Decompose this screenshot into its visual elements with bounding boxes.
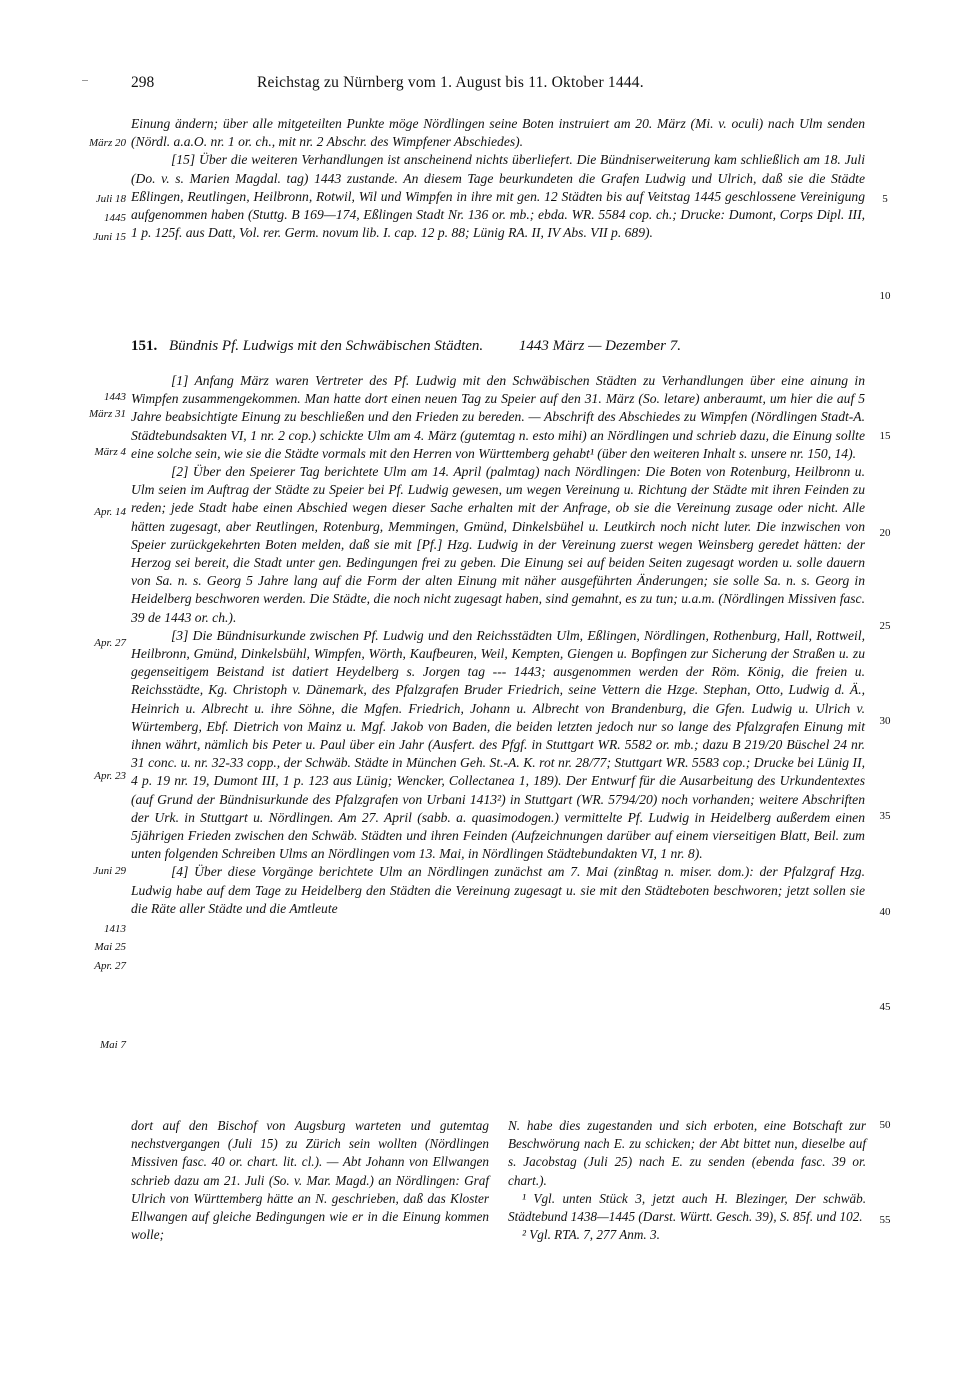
margin-note: 1413 [104, 923, 126, 935]
line-number: 35 [879, 810, 891, 822]
margin-note: Apr. 23 [94, 770, 126, 782]
margin-note: 1445 [104, 212, 126, 224]
top-text-block [131, 115, 865, 242]
paragraph-3: [3] Die Bündnisurkunde zwischen Pf. Ludwig und den Reichsstädten Ulm, Eßlingen, Nördlingen, Rothenburg, Hall, Rottweil, Heilbronn, Gmünd, Dinkelsbühl, Wimpfen, Wörth, Kaufbeuren, Weil, Kempten, Giengen u. Bopfingen zur Sicherung der Straßen u. zu gegenseitigem Beistand ist datiert Heydelberg s. Jorgen tag --- 1443; ausgenommen werden der Röm. König, die freien u. Reichsstädte, Kg. Christoph v. Dänemark, des Pfalzgrafen Bruder Friedrich, seine Vettern die Hzge. Stephan, Otto, Ludwig d. Ä., Heinrich u. Albrecht u. ihre Söhne, die Mgfen. Friedrich, Johann u. Albrecht von Brandenburg, die Gfen. Ludwig u. Ulrich v. Würtemberg, Ebf. Dietrich von Mainz u. Mgf. Jakob von Baden, die beiden letzten jedoch nur so lange des Pfalzgrafen Einung mit ihnen währt, nämlich bis Peter u. Paul über ein Jahr (Ausfert. des Pfgf. in Stuttgart WR. 5582 or. mb.; dazu B 219/20 Büschel 24 nr. 31 conc. u. nr. 32-33 copp., der Schwäb. Städte in München Geh. St.-A. K. rot nr. 28/77; Stuttgart WR. 5583 cop.; Drucke bei Lünig II, 4 p. 19 nr. 19, Dumont III, 1 p. 123 aus Lünig; Wencker, Collectanea 1, 189). Der Entwurf für die Ausarbeitung des Urkundentextes (auf Grund der Bündnisurkunde des Pfalzgrafen von Urbani 1413²) in Stuttgart (WR. 5794/20) noch vorhanden; weitere Abschriften der Urk. in Stuttgart u. Nördlingen. Am 27. April (sabb. a. quasimodogen.) vermittelte Pf. Ludwig in Heidelberg außerdem einen 5jährigen Frieden zwischen den Schwäb. Städten und ihren Feinden (Aufzeichnungen darüber auf einem vierseitigen Blatt, Beil. zum unten folgenden Schreiben Ulms an Nördlingen vom 13. Mai, in Nördlingen Städtebundakten VI, 1 nr. 8). [131, 627, 865, 862]
paragraph-15: [15] Über die weiteren Verhandlungen ist anscheinend nichts überliefert. Die Bündniserweiterung kam schließlich am 18. Juli (Do. v. s. Marien Magdal. tag) 1443 zustande. An diesem Tage beurkundeten die Grafen Ludwig und Ulrich, daß sie die Städte Eßlingen, Reutlingen, Heilbronn, Rotwil, Wil und Wimpfen in ihre mit gen. 12 Städten bis auf Veitstag 1445 geschlossene Vereinigung aufgenommen haben (Stuttg. B 169—174, Eßlingen Stadt Nr. 136 or. mb.; ebda. WR. 5584 cop. ch.; Drucke: Dumont, Corps Dipl. III, 1 p. 125f. aus Datt, Vol. rer. Germ. novum lib. I. cap. 12 p. 88; Lünig RA. II, IV Abs. VII p. 689). [131, 152, 865, 241]
paragraph-1: [1] Anfang März waren Vertreter des Pf. Ludwig mit den Schwäbischen Städten zu Verhandlungen über eine ainung in Wimpfen zusammengekommen. Man hatte dort einen neuen Tag zu Speier auf den 31. März (So. letare) anberaumt, um hier die auf 5 Jahre beabsichtigte Einung zu beschließen und den Frieden zu bereden. — Abschrift des Abschiedes zu Wimpfen (Nördlingen Stadt-A. Städtebundsakten VI, 1 nr. 2 cop.) schickte Ulm am 4. März (gutemtag n. esto mihi) an Nördlingen und schrieb dazu, die Einung sollte eine solche sein, wie sie die Städte vormals mit den Herren von Württemberg gehabt¹ (über den weiteren Inhalt s. unsere nr. 150, 14). [131, 373, 865, 461]
right-column-text: N. habe dies zugestanden und sich erboten, eine Botschaft zur Beschwörung nach E. zu schicken; der Abt bittet nun, dieselbe auf s. Jacobstag (Juli 25) nach E. zu senden (ebenda fasc. 39 or. chart.). [508, 1118, 866, 1188]
page-number: 298 [131, 74, 155, 91]
line-number: 55 [879, 1214, 891, 1226]
margin-note: Mai 25 [94, 941, 126, 953]
line-number: 50 [879, 1119, 891, 1131]
margin-note: Juli 18 [95, 193, 126, 205]
margin-note: Juni 29 [93, 865, 126, 877]
line-number: 45 [879, 1001, 891, 1013]
footnote-1: ¹ Vgl. unten Stück 3, jetzt auch H. Blezinger, Der schwäb. Städtebund 1438—1445 (Darst. Württ. Gesch. 39), S. 85f. und 102. [508, 1190, 866, 1225]
line-number: 15 [879, 430, 891, 442]
header-mark [82, 80, 88, 81]
left-column-text: dort auf den Bischof von Augsburg warteten und gutemtag nechstvergangen (Juli 15) zu Zürich sein wollten (Nördlingen Missiven fasc. 40 or. chart. lit. cl.). — Abt Johann von Ellwangen schrieb dazu am 21. Juli (So. v. Mar. Magd.) an Nördlingen: Graf Ulrich von Württemberg hätte an N. geschrieben, daß das Kloster Ellwangen auf gleiche Bedingungen wie er in die Einung kommen wolle; [131, 1118, 489, 1243]
running-title: Reichstag zu Nürnberg vom 1. August bis 11. Oktober 1444. [257, 74, 644, 91]
main-text-block [131, 372, 865, 918]
line-number: 5 [882, 193, 888, 205]
margin-note: Apr. 27 [94, 637, 126, 649]
paragraph-continuation: Einung ändern; über alle mitgeteilten Punkte möge Nördlingen seine Boten instruiert am 20. März (Mi. v. oculi) nach Ulm senden (Nördl. a.a.O. nr. 1 or. ch., mit nr. 2 Abschr. des Wimpfener Abschiedes). [131, 116, 865, 150]
line-number: 10 [879, 290, 891, 302]
margin-note: März 20 [89, 137, 126, 149]
margin-note: Apr. 14 [94, 506, 126, 518]
margin-note: März 4 [94, 446, 126, 458]
margin-note: März 31 [89, 408, 126, 420]
right-column [508, 1117, 866, 1244]
line-number: 25 [879, 620, 891, 632]
line-number: 30 [879, 715, 891, 727]
line-number: 20 [879, 527, 891, 539]
footnote-2: ² Vgl. RTA. 7, 277 Anm. 3. [522, 1227, 660, 1243]
paragraph-2: [2] Über den Speierer Tag berichtete Ulm am 14. April (palmtag) nach Nördlingen: Die Boten von Rotenburg, Heilbronn u. Ulm seien im Auftrag der Städte zu Speier bei Pf. Ludwig gewesen, um wegen Vereinung u. Richtung der Städte mit ihren Feinden zu reden; jede Stadt habe einen Abschied wegen dieser Sache erhalten mit der Anfrage, ob sie die Vereinung zusage oder nicht. Alle hätten zugesagt, aber Reutlingen, Rotenburg, Memmingen, Gmünd, Dinkelsbühel u. Leutkirch noch nicht luter. Die inzwischen von Speier zurückgekehrten Boten melden, daß sie mit [Pf.] Hzg. Ludwig in der Vereinung zuerst wegen Weinsberg geredet hätten: der Herzog sei bereit, die Stadt unter gen. Bedingungen frei zu geben. Die Einung sei auf beiden Seiten zugesagt worden u. solle dauern von Sa. n. s. Georg 5 Jahre lang auf die Form der alten Einung mit näher ausgeführten Änderungen; sie solle Sa. n. s. Georg in Heidelberg beschworen werden. Die Städte, die noch nicht zugesagt haben, sind gemahnt, es zu tun; u.a.m. (Nördlingen Missiven fasc. 39 de 1443 or. ch.). [131, 464, 865, 625]
margin-note: Apr. 27 [94, 960, 126, 972]
left-column [131, 1117, 489, 1244]
margin-note: Juni 15 [93, 231, 126, 243]
paragraph-4: [4] Über diese Vorgänge berichtete Ulm an Nördlingen zunächst am 7. Mai (zinßtag n. miser. dom.): der Pfalzgraf Hzg. Ludwig habe auf dem Tage zu Heidelberg den Städten die Vereinung zugesagt u. sie mit den Städteboten beschworen; jetzt sollen sie die Räte aller Städte und die Amtleute [131, 864, 865, 916]
margin-note: Mai 7 [100, 1039, 126, 1051]
running-header [131, 74, 871, 98]
line-number: 40 [879, 906, 891, 918]
margin-note: 1443 [104, 391, 126, 403]
section-number: 151. [131, 338, 158, 354]
section-title: Bündnis Pf. Ludwigs mit den Schwäbischen Städten. [169, 338, 484, 354]
section-date: 1443 März — Dezember 7. [518, 338, 681, 354]
section-heading [131, 338, 865, 355]
